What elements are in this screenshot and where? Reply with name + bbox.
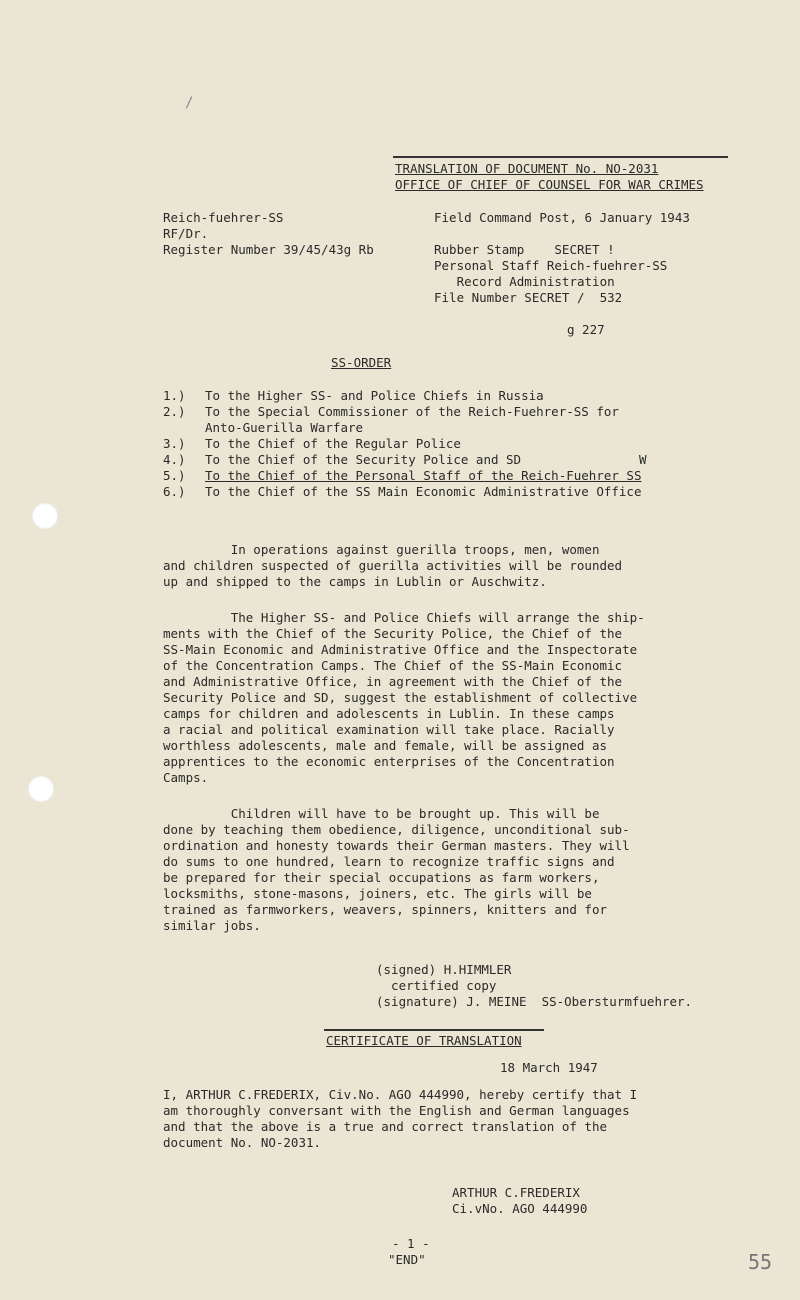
order-title: SS-ORDER: [331, 355, 392, 370]
paragraph-line: do sums to one hundred, learn to recognize traffic signs and: [163, 854, 615, 869]
register-number: Register Number 39/45/43g Rb: [163, 242, 374, 257]
recipient-text: To the Chief of the Regular Police: [205, 436, 461, 451]
paragraph-line: Security Police and SD, suggest the establishment of collective: [163, 690, 638, 705]
stray-mark: /: [185, 95, 194, 111]
header-office: OFFICE OF CHIEF OF COUNSEL FOR WAR CRIMES: [395, 177, 704, 192]
paragraph-line: Camps.: [163, 770, 209, 785]
certified-copy: certified copy: [376, 978, 497, 993]
sender: Reich-fuehrer-SS: [163, 210, 284, 225]
handwritten-mark: 55: [748, 1250, 773, 1274]
signature-line: (signature) J. MEINE SS-Obersturmfuehrer.: [376, 994, 693, 1009]
signed-line: (signed) H.HIMMLER: [376, 962, 512, 977]
stamp-record: Record Administration: [434, 274, 615, 289]
punch-hole: [32, 503, 58, 529]
recipient-text: To the Chief of the Security Police and SD: [205, 452, 522, 467]
paragraph-line: done by teaching them obedience, diligence, unconditional sub-: [163, 822, 630, 837]
paragraph-line: worthless adolescents, male and female, will be assigned as: [163, 738, 608, 753]
recipient-text: To the Chief of the Personal Staff of the Reich-Fuehrer SS: [205, 468, 642, 483]
recipient-number: 3.): [163, 436, 186, 451]
header-title: TRANSLATION OF DOCUMENT No. NO-2031: [395, 161, 659, 176]
paragraph-line: ments with the Chief of the Security Police, the Chief of the: [163, 626, 623, 641]
recipient-number: 4.): [163, 452, 186, 467]
certificate-line: I, ARTHUR C.FREDERIX, Civ.No. AGO 444990, hereby certify that I: [163, 1087, 638, 1102]
certificate-title: CERTIFICATE OF TRANSLATION: [326, 1033, 522, 1048]
paragraph-line: The Higher SS- and Police Chiefs will arrange the ship-: [163, 610, 645, 625]
paragraph-line: camps for children and adolescents in Lublin. In these camps: [163, 706, 615, 721]
paragraph-line: ordination and honesty towards their German masters. They will: [163, 838, 630, 853]
file-number: File Number SECRET / 532: [434, 290, 623, 305]
certificate-date: 18 March 1947: [500, 1060, 598, 1075]
recipient-text: Anto-Guerilla Warfare: [205, 420, 364, 435]
end-mark: "END": [388, 1252, 426, 1267]
recipient-text: To the Special Commissioner of the Reich-Fuehrer-SS for: [205, 404, 619, 419]
paragraph-line: and children suspected of guerilla activities will be rounded: [163, 558, 623, 573]
certificate-line: and that the above is a true and correct translation of the: [163, 1119, 608, 1134]
paragraph-line: a racial and political examination will take place. Racially: [163, 722, 615, 737]
recipient-number: 1.): [163, 388, 186, 403]
header-rule: [393, 156, 728, 158]
paragraph-line: of the Concentration Camps. The Chief of the SS-Main Economic: [163, 658, 623, 673]
recipient-text: To the Higher SS- and Police Chiefs in Russia: [205, 388, 544, 403]
paragraph-line: be prepared for their special occupations as farm workers,: [163, 870, 600, 885]
recipient-number: 2.): [163, 404, 186, 419]
certificate-line: document No. NO-2031.: [163, 1135, 322, 1150]
recipient-number: 5.): [163, 468, 186, 483]
paragraph-line: locksmiths, stone-masons, joiners, etc. The girls will be: [163, 886, 592, 901]
translator-name: ARTHUR C.FREDERIX: [452, 1185, 580, 1200]
punch-hole: [28, 776, 54, 802]
paragraph-line: Children will have to be brought up. This will be: [163, 806, 600, 821]
paragraph-line: trained as farmworkers, weavers, spinners, knitters and for: [163, 902, 608, 917]
stamp-line: Rubber Stamp SECRET !: [434, 242, 615, 257]
sender-ref: RF/Dr.: [163, 226, 209, 241]
place-date: Field Command Post, 6 January 1943: [434, 210, 690, 225]
recipient-text: To the Chief of the SS Main Economic Administrative Office: [205, 484, 642, 499]
certificate-rule: [324, 1029, 544, 1031]
paragraph-line: similar jobs.: [163, 918, 261, 933]
file-code: g 227: [567, 322, 605, 337]
certificate-line: am thoroughly conversant with the English and German languages: [163, 1103, 630, 1118]
margin-mark: W: [639, 452, 647, 467]
stamp-staff: Personal Staff Reich-fuehrer-SS: [434, 258, 668, 273]
translator-number: Ci.vNo. AGO 444990: [452, 1201, 588, 1216]
page-number: - 1 -: [392, 1236, 430, 1251]
recipient-number: 6.): [163, 484, 186, 499]
paragraph-line: In operations against guerilla troops, men, women: [163, 542, 600, 557]
paragraph-line: and Administrative Office, in agreement with the Chief of the: [163, 674, 623, 689]
paragraph-line: apprentices to the economic enterprises of the Concentration: [163, 754, 615, 769]
paragraph-line: SS-Main Economic and Administrative Office and the Inspectorate: [163, 642, 638, 657]
paragraph-line: up and shipped to the camps in Lublin or Auschwitz.: [163, 574, 547, 589]
